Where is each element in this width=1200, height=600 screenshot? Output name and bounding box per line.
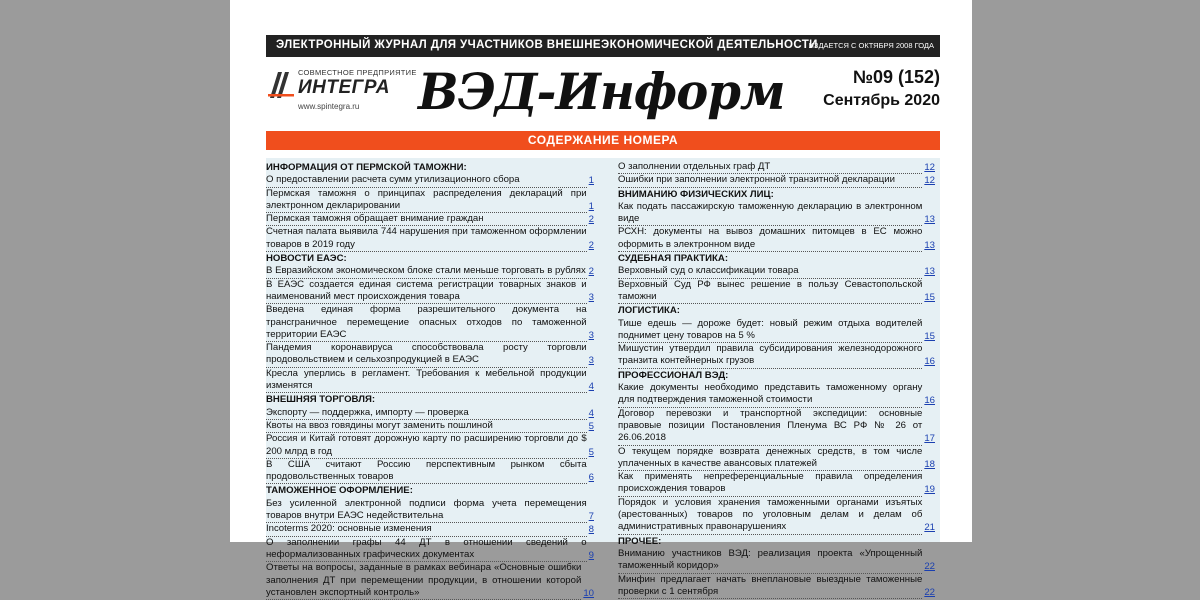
toc-entry-title[interactable]: Минфин предлагает начать внеплановые выездные таможенные проверки с 1 сентября (618, 574, 922, 600)
toc-entry-title[interactable]: Пермская таможня о принципах распределения деклараций при электронном декларировании (266, 188, 587, 214)
toc-entry[interactable] (618, 471, 935, 497)
toc-page-link[interactable]: 7 (588, 511, 594, 523)
toc-entry-title[interactable]: О заполнении графы 44 ДТ в отношении сведений о неформализованных графических документах (266, 537, 587, 563)
toc-entry-title[interactable]: Ответы на вопросы, заданные в рамках вебинара «Основные ошибки заполнения ДТ при перемещении продукции, в отношении которой установлен экспортный контроль» (266, 562, 581, 600)
toc-page-link[interactable]: 3 (588, 329, 594, 341)
magazine-title: ВЭД-Информ (418, 62, 785, 121)
issue-info (823, 67, 940, 110)
toc-entry[interactable] (618, 279, 935, 305)
toc-page-link[interactable]: 13 (924, 214, 935, 226)
integra-logo (268, 68, 417, 116)
toc-entry-title[interactable]: Тише едешь — дороже будет: новый режим отдыха водителей поднимет цену товаров на 5 % (618, 318, 922, 344)
toc-page-link[interactable]: 19 (924, 484, 935, 496)
toc-section-heading: ВНИМАНИЮ ФИЗИЧЕСКИХ ЛИЦ: (618, 188, 774, 200)
toc-page-link[interactable]: 21 (924, 522, 935, 534)
toc-entry[interactable] (266, 523, 594, 536)
toc-entry-title[interactable]: О заполнении отдельных граф ДТ (618, 161, 922, 174)
toc-entry-title[interactable]: О текущем порядке возврата денежных средств, в том числе уплаченных в качестве авансовых платежей (618, 446, 922, 472)
toc-page-link[interactable]: 2 (588, 239, 594, 251)
toc-section-heading: ВНЕШНЯЯ ТОРГОВЛЯ: (266, 394, 376, 406)
toc-page-link[interactable]: 10 (583, 587, 594, 599)
toc-page-link[interactable]: 12 (924, 175, 935, 187)
logo-website: www.spintegra.ru (298, 102, 360, 111)
toc-entry[interactable] (266, 433, 594, 459)
toc-entry[interactable] (618, 265, 935, 278)
header-bar (266, 35, 940, 57)
toc-entry-title[interactable]: Экспорту — поддержка, импорту — проверка (266, 407, 587, 420)
toc-section-heading: ТАМОЖЕННОЕ ОФОРМЛЕНИЕ: (266, 485, 413, 497)
magazine-page (230, 0, 972, 599)
toc-entry[interactable] (618, 446, 935, 472)
toc-entry-title[interactable]: В ЕАЭС создается единая система регистрации товарных знаков и наименований мест происхождения товара (266, 279, 587, 305)
toc-entry[interactable] (618, 226, 935, 252)
toc-page-link[interactable]: 4 (588, 381, 594, 393)
logo-brand: ИНТЕГРА (298, 77, 391, 98)
toc-heading: СОДЕРЖАНИЕ НОМЕРА (266, 131, 940, 150)
toc-right-column (618, 161, 935, 599)
toc-entry-title[interactable]: Введена единая форма разрешительного документа на трансграничное перемещение опасных отходов по таможенной территории ЕАЭС (266, 304, 587, 342)
toc-entry[interactable] (618, 574, 935, 600)
table-of-contents (266, 158, 940, 599)
toc-entry[interactable] (618, 201, 935, 227)
toc-entry[interactable] (266, 188, 594, 214)
toc-entry-title[interactable]: Порядок и условия хранения таможенными органами изъятых (арестованных) товаров по уголовным делам и делам об административных правонарушениях (618, 497, 922, 535)
toc-page-link[interactable]: 3 (588, 355, 594, 367)
toc-entry[interactable] (618, 382, 935, 408)
toc-entry-title[interactable]: Верховный суд о классификации товара (618, 265, 922, 278)
toc-entry[interactable] (266, 279, 594, 305)
toc-page-link[interactable]: 6 (588, 472, 594, 484)
toc-page-link[interactable]: 16 (924, 356, 935, 368)
toc-page-link[interactable]: 3 (588, 291, 594, 303)
toc-entry-title[interactable]: Мишустин утвердил правила субсидирования железнодорожного транзита контейнерных грузов (618, 343, 922, 369)
toc-entry-title[interactable]: Договор перевозки и транспортной экспедиции: основные правовые позиции Постановления Пленума ВС РФ № 26 от 26.06.2018 (618, 408, 922, 446)
toc-entry-title[interactable]: Как применять непреференциальные правила определения происхождения товаров (618, 471, 922, 497)
toc-page-link[interactable]: 13 (924, 239, 935, 251)
toc-section-heading: СУДЕБНАЯ ПРАКТИКА: (618, 253, 729, 265)
toc-entry-title[interactable]: Ошибки при заполнении электронной транзитной декларации (618, 174, 922, 187)
toc-entry[interactable] (266, 226, 594, 252)
toc-entry-title[interactable]: Квоты на ввоз говядины могут заменить пошлиной (266, 420, 587, 433)
toc-entry[interactable] (266, 562, 594, 600)
integra-logo-icon (268, 70, 294, 100)
toc-entry[interactable] (266, 304, 594, 342)
toc-entry-title[interactable]: Счетная палата выявила 744 нарушения при таможенном оформлении товаров в 2019 году (266, 226, 587, 252)
toc-page-link[interactable]: 9 (588, 549, 594, 561)
toc-entry[interactable] (266, 537, 594, 563)
issue-number: №09 (152) (852, 67, 940, 87)
toc-entry-title[interactable]: Верховный Суд РФ вынес решение в пользу Севастопольской таможни (618, 279, 922, 305)
toc-entry-title[interactable]: Без усиленной электронной подписи форма учета перемещения товаров внутри ЕАЭС недействительна (266, 498, 587, 524)
toc-section-heading: ЛОГИСТИКА: (618, 305, 680, 317)
toc-page-link[interactable]: 22 (924, 561, 935, 573)
toc-entry-title[interactable]: Как подать пассажирскую таможенную декларацию в электронном виде (618, 201, 922, 227)
toc-page-link[interactable]: 2 (588, 214, 594, 226)
toc-entry[interactable] (618, 174, 935, 187)
toc-entry-title[interactable]: Пермская таможня обращает внимание граждан (266, 213, 587, 226)
toc-entry[interactable] (618, 497, 935, 535)
toc-section-heading: НОВОСТИ ЕАЭС: (266, 253, 347, 265)
toc-entry-title[interactable]: Кресла уперлись в регламент. Требования к мебельной продукции изменятся (266, 368, 587, 394)
toc-entry[interactable] (266, 459, 594, 485)
toc-section-heading: ПРОЧЕЕ: (618, 535, 662, 547)
toc-page-link[interactable]: 8 (588, 524, 594, 536)
toc-page-link[interactable]: 15 (924, 291, 935, 303)
tagline: ЭЛЕКТРОННЫЙ ЖУРНАЛ ДЛЯ УЧАСТНИКОВ ВНЕШНЕЭКОНОМИЧЕСКОЙ ДЕЯТЕЛЬНОСТИ (276, 39, 818, 51)
toc-page-link[interactable]: 13 (924, 266, 935, 278)
toc-section-heading: ПРОФЕССИОНАЛ ВЭД: (618, 369, 729, 381)
toc-entry[interactable] (266, 498, 594, 524)
toc-entry[interactable] (618, 408, 935, 446)
toc-page-link[interactable]: 1 (588, 200, 594, 212)
toc-entry[interactable] (266, 265, 594, 278)
toc-entry[interactable] (266, 368, 594, 394)
toc-entry-title[interactable]: В США считают Россию перспективным рынком сбыта продовольственных товаров (266, 459, 587, 485)
toc-page-link[interactable]: 5 (588, 420, 594, 432)
toc-page-link[interactable]: 2 (588, 266, 594, 278)
toc-entry[interactable] (266, 420, 594, 433)
toc-entry[interactable] (618, 343, 935, 369)
toc-entry[interactable] (618, 318, 935, 344)
toc-page-link[interactable]: 16 (924, 395, 935, 407)
issue-date: Сентябрь 2020 (823, 92, 940, 109)
toc-entry[interactable] (266, 342, 594, 368)
published-since: ИЗДАЕТСЯ С ОКТЯБРЯ 2008 ГОДА (808, 41, 934, 50)
toc-entry-title[interactable]: РСХН: документы на вывоз домашних питомцев в ЕС можно оформить в электронном виде (618, 226, 922, 252)
toc-entry-title[interactable]: Пандемия коронавируса способствовала росту торговли продовольствием и сельхозпродукцией в ЕАЭС (266, 342, 587, 368)
toc-left-column (266, 161, 594, 600)
toc-page-link[interactable]: 1 (588, 175, 594, 187)
toc-page-link[interactable]: 22 (924, 586, 935, 598)
toc-entry-title[interactable]: Вниманию участников ВЭД: реализация проекта «Упрощенный таможенный коридор» (618, 548, 922, 574)
logo-subtitle: СОВМЕСТНОЕ ПРЕДПРИЯТИЕ (298, 68, 417, 77)
toc-entry-title[interactable]: Россия и Китай готовят дорожную карту по расширению торговли до $ 200 млрд в год (266, 433, 587, 459)
toc-page-link[interactable]: 4 (588, 407, 594, 419)
toc-page-link[interactable]: 5 (588, 446, 594, 458)
toc-entry[interactable] (266, 407, 594, 420)
toc-page-link[interactable]: 15 (924, 330, 935, 342)
toc-section-heading: ИНФОРМАЦИЯ ОТ ПЕРМСКОЙ ТАМОЖНИ: (266, 162, 467, 173)
toc-page-link[interactable]: 17 (924, 433, 935, 445)
toc-entry-title[interactable]: О предоставлении расчета сумм утилизационного сбора (266, 174, 587, 187)
toc-entry[interactable] (618, 161, 935, 174)
toc-entry-title[interactable]: Какие документы необходимо представить таможенному органу для подтверждения таможенной стоимости (618, 382, 922, 408)
toc-entry[interactable] (266, 174, 594, 187)
toc-entry[interactable] (618, 548, 935, 574)
toc-entry[interactable] (266, 213, 594, 226)
toc-entry-title[interactable]: Incoterms 2020: основные изменения (266, 523, 587, 536)
toc-page-link[interactable]: 12 (924, 162, 935, 173)
toc-entry-title[interactable]: В Евразийском экономическом блоке стали меньше торговать в рублях (266, 265, 587, 278)
toc-page-link[interactable]: 18 (924, 458, 935, 470)
